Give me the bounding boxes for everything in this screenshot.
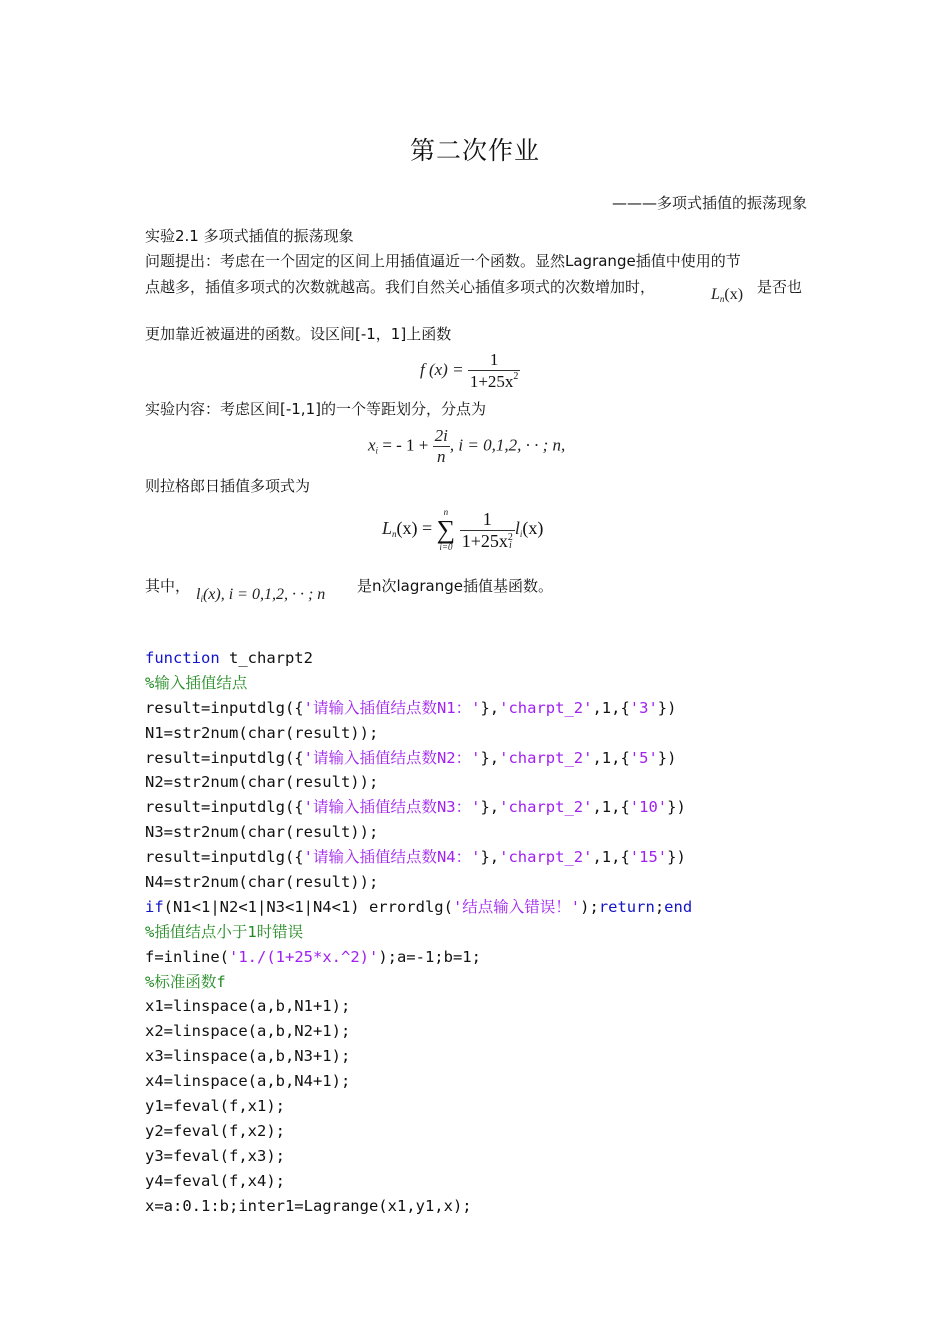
document-title: 第二次作业 — [409, 136, 540, 165]
code-line — [145, 1144, 692, 1169]
f-fraction — [468, 350, 521, 392]
code-text: x=a:0.1:b;inter1=Lagrange(x1,y1,x); — [145, 1196, 472, 1215]
code-text: }) — [667, 848, 686, 867]
code-string: '请输入插值结点数N1：' — [303, 698, 481, 717]
code-keyword: function — [145, 649, 220, 667]
code-text: }) — [667, 798, 686, 817]
code-text: ,1,{ — [592, 848, 630, 867]
code-line — [145, 721, 692, 746]
basis-l: l — [196, 586, 201, 603]
code-text: y4=feval(f,x4); — [145, 1171, 285, 1190]
code-text: }) — [657, 698, 677, 717]
li-arg: (x) — [522, 518, 544, 539]
lagrange-line: 则拉格郎日插值多项式为 — [145, 477, 311, 495]
code-string: '3' — [629, 698, 658, 717]
code-line — [145, 895, 692, 920]
code-line — [145, 1019, 692, 1044]
L-den-base: 1+25x — [461, 530, 508, 551]
code-line — [145, 746, 692, 771]
problem-line-2-tail: 是否也 — [757, 278, 803, 296]
code-keyword: end — [664, 897, 693, 916]
code-text: x3=linspace(a,b,N3+1); — [145, 1047, 351, 1066]
code-string: 'charpt_2' — [499, 798, 593, 817]
code-text: f=inline( — [145, 947, 229, 966]
f-lhs: f (x) = — [420, 359, 464, 379]
code-line — [145, 1194, 692, 1219]
code-line — [145, 920, 692, 945]
formula-lagrange — [382, 508, 543, 552]
code-comment: %标准函数f — [145, 972, 226, 991]
li-subscript: i — [519, 529, 523, 540]
x-subscript: i — [375, 445, 379, 456]
code-line — [145, 671, 692, 696]
L-denominator — [460, 530, 515, 552]
L-symbol: L — [382, 518, 393, 539]
code-line — [145, 945, 692, 970]
code-keyword: if — [145, 897, 164, 916]
code-string: '10' — [629, 798, 668, 817]
li-symbol: l — [514, 518, 520, 539]
x-numerator: 2i — [434, 426, 448, 445]
f-denominator — [468, 370, 521, 392]
code-text: y2=feval(f,x2); — [145, 1121, 285, 1140]
code-text: ; — [654, 897, 665, 916]
code-text: ,1,{ — [592, 798, 630, 817]
problem-line-1: 问题提出：考虑在一个固定的区间上用插值逼近一个函数。显然Lagrange插值中使用的节 — [145, 252, 741, 270]
x-symbol: x — [368, 435, 376, 455]
L-den-sub: i — [508, 540, 512, 552]
code-line — [145, 1169, 692, 1194]
code-text: result=inputdlg({ — [145, 698, 304, 717]
code-text: );a=-1;b=1; — [378, 947, 481, 966]
code-text: N2=str2num(char(result)); — [145, 773, 379, 792]
f-den-base: 1+25x — [469, 372, 514, 391]
code-string: '请输入插值结点数N2：' — [303, 748, 481, 767]
code-line — [145, 1119, 692, 1144]
sum-upper: n — [443, 507, 449, 517]
x-rest: , i = 0,1,2, · · ; n, — [449, 435, 566, 455]
f-den-exp: 2 — [513, 371, 519, 382]
x-mid: = - 1 + — [382, 435, 429, 455]
code-text: x2=linspace(a,b,N2+1); — [145, 1022, 351, 1041]
code-string: 'charpt_2' — [499, 698, 593, 717]
code-string: 'charpt_2' — [499, 848, 593, 867]
code-string: 'charpt_2' — [499, 748, 593, 767]
code-text: ,1,{ — [592, 698, 630, 717]
code-text: }) — [657, 748, 677, 767]
formula-runge-function — [420, 350, 520, 392]
code-text: N1=str2num(char(result)); — [145, 723, 379, 742]
problem-line-2 — [145, 275, 655, 300]
L-arg: (x) = — [396, 518, 433, 539]
code-text: ,1,{ — [592, 748, 630, 767]
code-text: ); — [580, 897, 599, 916]
section-heading: 实验2.1 多项式插值的振荡现象 — [145, 227, 354, 245]
code-text: result=inputdlg({ — [145, 798, 304, 817]
sum-lower: i=0 — [439, 542, 453, 552]
code-text: N3=str2num(char(result)); — [145, 823, 379, 842]
code-text: y1=feval(f,x1); — [145, 1097, 285, 1116]
L-numerator: 1 — [482, 508, 492, 529]
basis-line-tail: 是n次lagrange插值基函数。 — [357, 577, 554, 595]
code-line — [145, 820, 692, 845]
code-line — [145, 795, 692, 820]
code-line — [145, 1094, 692, 1119]
formula-nodes — [368, 426, 565, 467]
code-text: }, — [480, 798, 500, 817]
f-numerator: 1 — [489, 350, 499, 369]
x-fraction — [433, 426, 450, 467]
code-text: result=inputdlg({ — [145, 848, 304, 867]
problem-line-3: 更加靠近被逼进的函数。设区间[-1，1]上函数 — [145, 325, 452, 343]
problem-line-2-text: 点越多，插值多项式的次数就越高。我们自然关心插值多项式的次数增加时， — [145, 278, 656, 296]
code-string: '请输入插值结点数N3：' — [303, 798, 481, 817]
code-line — [145, 994, 692, 1019]
code-text: (N1<1|N2<1|N3<1|N4<1) errordlg( — [163, 897, 453, 916]
document-subtitle: ———多项式插值的振荡现象 — [611, 194, 807, 212]
basis-rest: (x), i = 0,1,2, · · ; n — [202, 586, 326, 603]
formula-Ln-inline — [711, 286, 743, 304]
code-text: N4=str2num(char(result)); — [145, 873, 379, 892]
basis-sub: i — [200, 594, 203, 604]
code-comment: %插值结点小于1时错误 — [145, 922, 304, 941]
code-text: t_charpt2 — [219, 649, 313, 667]
L-den-scripts — [508, 534, 513, 550]
code-string: '结点输入错误！' — [452, 897, 581, 916]
L-den-sup: 2 — [507, 532, 513, 544]
code-keyword: return — [598, 897, 655, 916]
code-text: }, — [480, 698, 500, 717]
code-listing — [145, 646, 692, 1218]
L-subscript: n — [392, 529, 397, 540]
code-line — [145, 870, 692, 895]
code-line — [145, 1069, 692, 1094]
code-line — [145, 646, 692, 671]
sum-symbol: ∑ — [436, 515, 456, 544]
x-denominator: n — [433, 446, 450, 467]
sum-block — [437, 508, 456, 552]
code-comment: %输入插值结点 — [145, 673, 248, 692]
formula-basis — [196, 586, 325, 604]
code-text: }, — [480, 748, 500, 767]
Ln-symbol: L — [711, 286, 720, 303]
code-line — [145, 1044, 692, 1069]
code-string: '15' — [629, 848, 668, 867]
code-text: }, — [480, 848, 500, 867]
code-line — [145, 770, 692, 795]
code-line — [145, 845, 692, 870]
code-text: result=inputdlg({ — [145, 748, 304, 767]
code-text: x1=linspace(a,b,N1+1); — [145, 997, 351, 1016]
L-fraction — [460, 509, 515, 552]
code-line — [145, 970, 692, 995]
basis-line-lead: 其中， — [145, 577, 191, 595]
code-string: '1./(1+25*x.^2)' — [229, 947, 379, 966]
Ln-subscript: n — [719, 294, 725, 304]
code-text: y3=feval(f,x3); — [145, 1146, 285, 1165]
content-line: 实验内容：考虑区间[-1,1]的一个等距划分，分点为 — [145, 400, 486, 418]
code-text: x4=linspace(a,b,N4+1); — [145, 1072, 351, 1091]
code-string: '5' — [629, 748, 658, 767]
code-string: '请输入插值结点数N4：' — [303, 848, 481, 867]
code-line — [145, 696, 692, 721]
Ln-arg: (x) — [724, 286, 744, 303]
